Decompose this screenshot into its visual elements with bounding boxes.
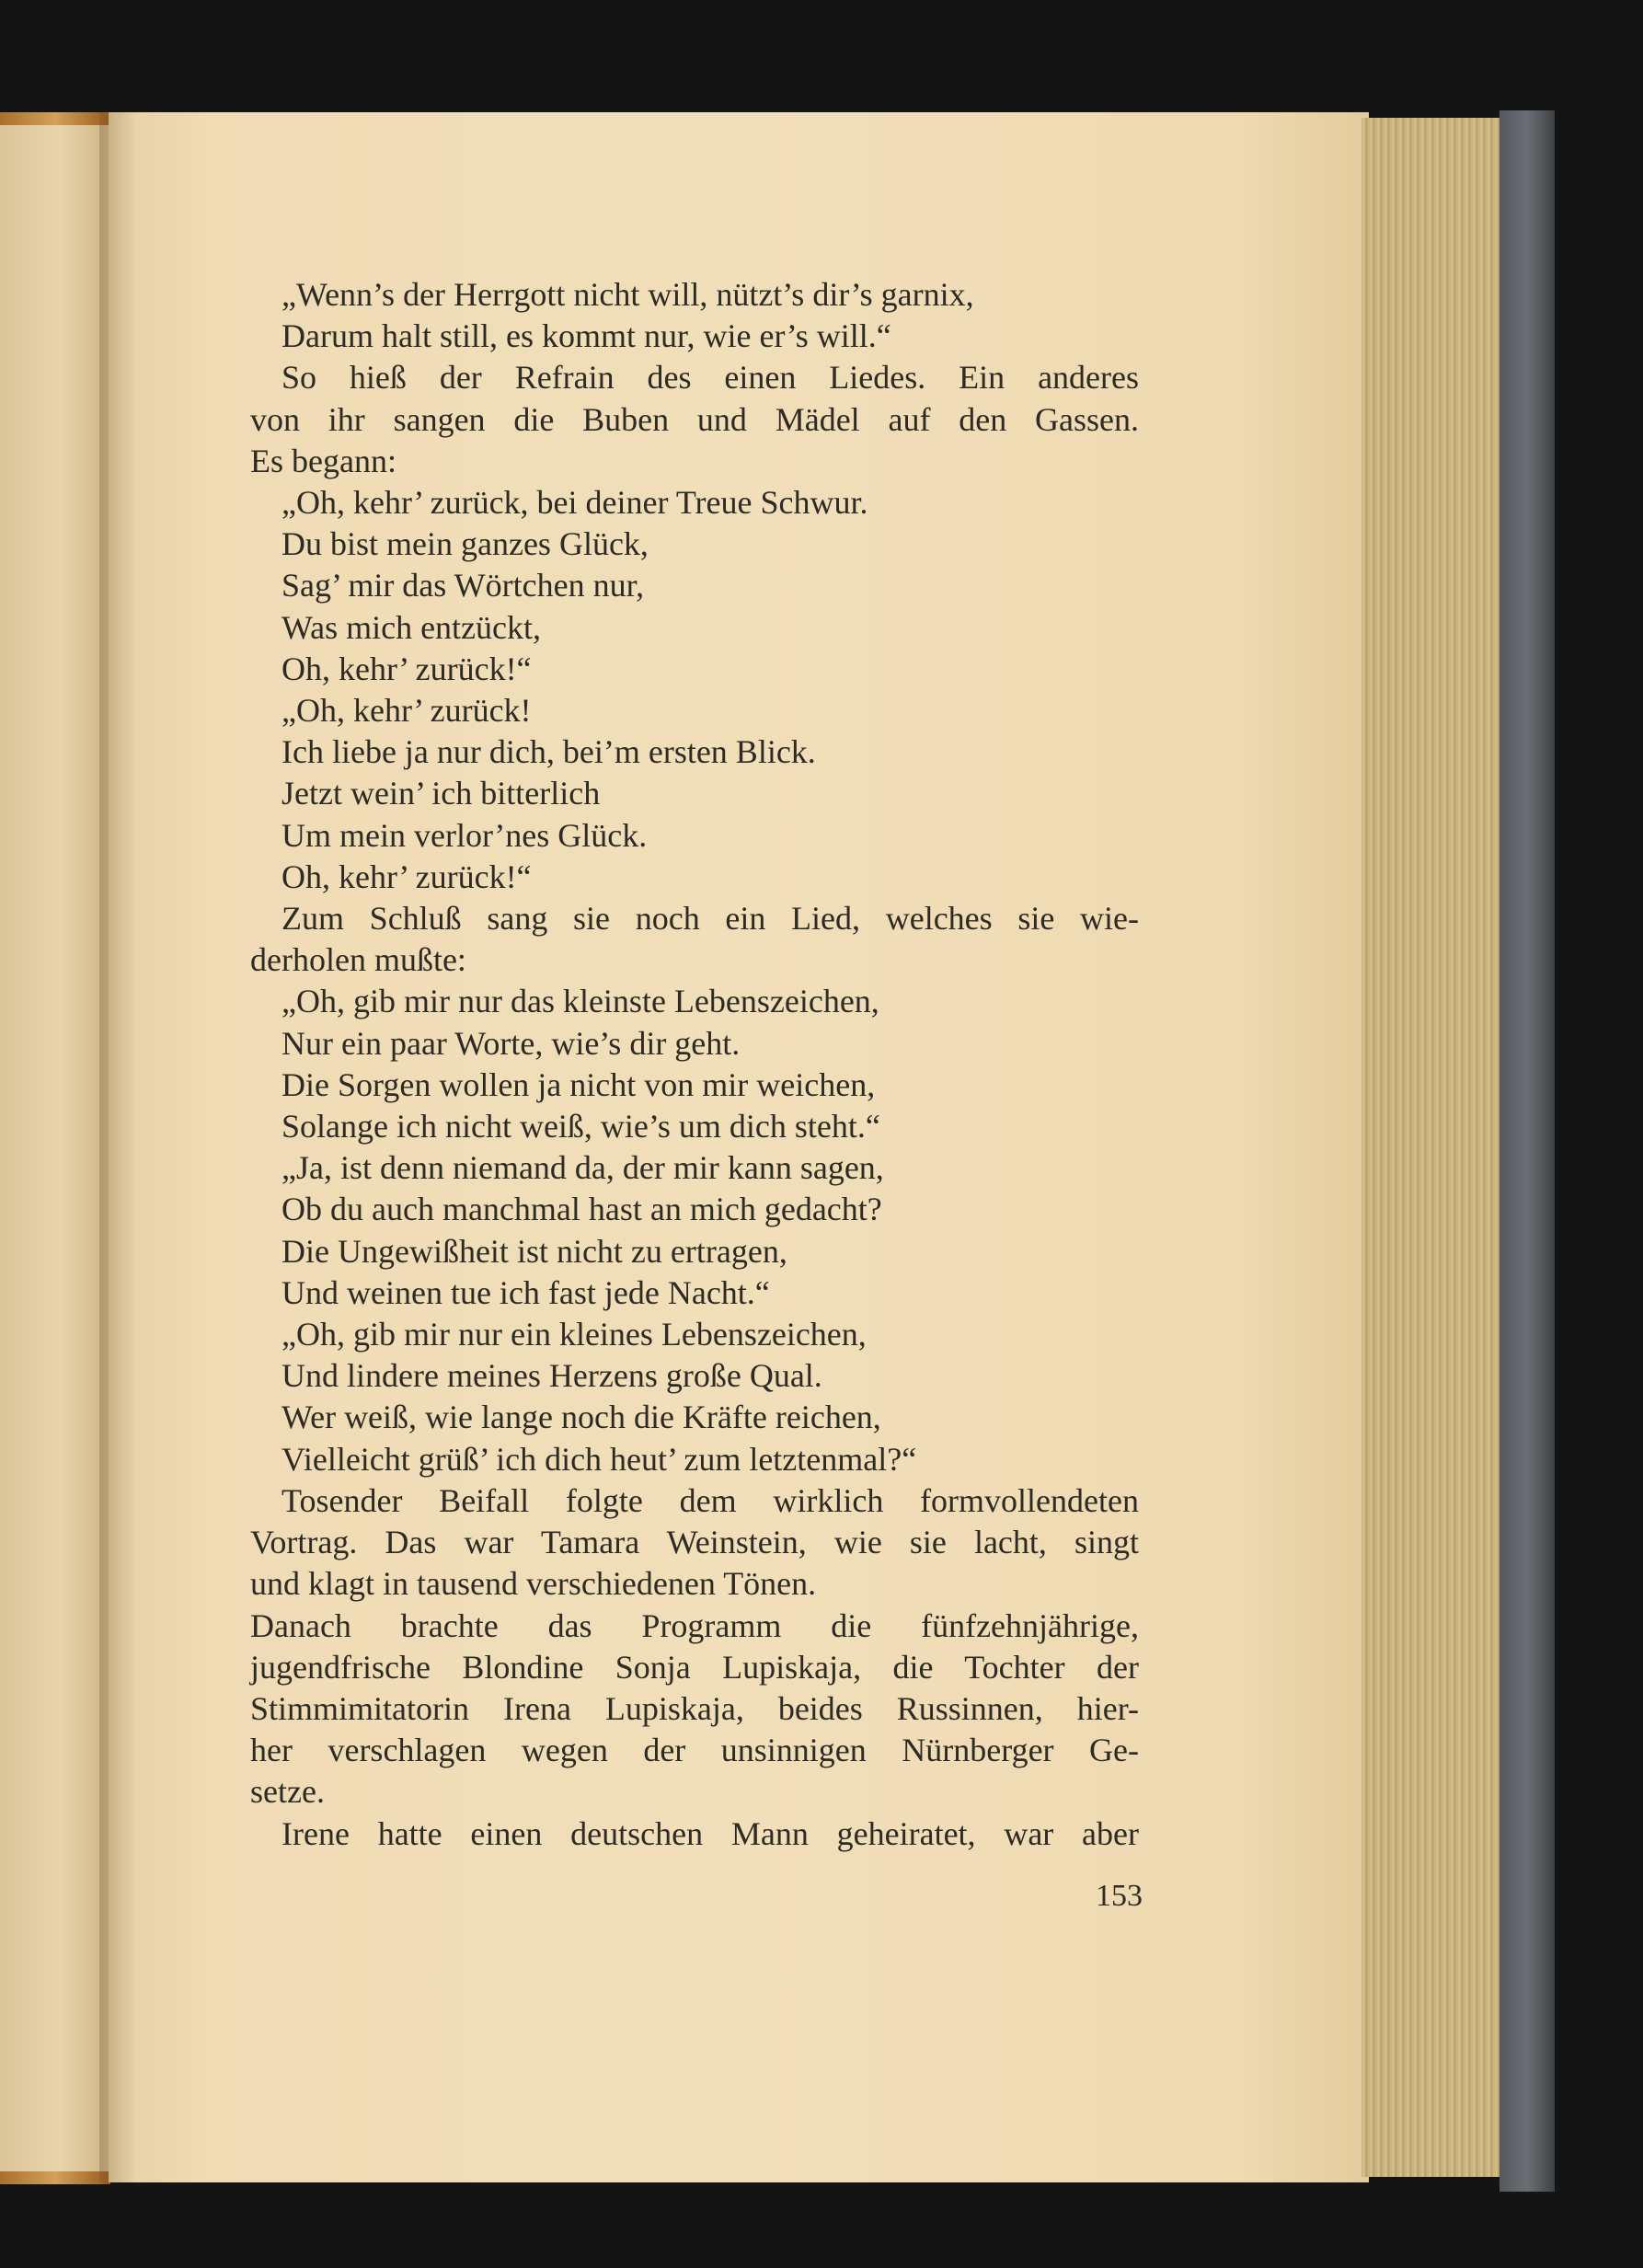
book-cover-edge [1499, 110, 1555, 2192]
page-text [250, 274, 1139, 1855]
text-line: her verschlagen wegen der unsinnigen Nürnberger Ge- [250, 1732, 1139, 1769]
book-gutter-shadow [99, 112, 136, 2182]
left-page [0, 112, 110, 2182]
text-line: „Wenn’s der Herrgott nicht will, nützt’s dir’s garnix, [281, 276, 974, 313]
text-line: Oh, kehr’ zurück!“ [281, 650, 532, 687]
text-line: Und lindere meines Herzens große Qual. [281, 1357, 822, 1395]
text-line: Tosender Beifall folgte dem wirklich formvollendeten [281, 1481, 1139, 1519]
text-line: von ihr sangen die Buben und Mädel auf den Gassen. [250, 400, 1139, 438]
text-line: Ob du auch manchmal hast an mich gedacht? [281, 1191, 882, 1228]
text-line: „Oh, kehr’ zurück, bei deiner Treue Schwur. [281, 484, 868, 522]
text-line: Nur ein paar Worte, wie’s dir geht. [281, 1024, 741, 1062]
text-line: „Oh, gib mir nur das kleinste Lebenszeichen, [281, 983, 879, 1020]
text-line: Irene hatte einen deutschen Mann geheiratet, war aber [281, 1814, 1139, 1852]
text-line: Und weinen tue ich fast jede Nacht.“ [281, 1273, 770, 1311]
text-line: Du bist mein ganzes Glück, [281, 525, 649, 563]
text-line: Wer weiß, wie lange noch die Kräfte reichen, [281, 1399, 881, 1436]
text-line: Darum halt still, es kommt nur, wie er’s will.“ [281, 317, 891, 355]
text-line: Solange ich nicht weiß, wie’s um dich steht.“ [281, 1108, 880, 1146]
text-line: „Oh, gib mir nur ein kleines Lebenszeichen, [281, 1316, 867, 1353]
text-line: Jetzt wein’ ich bitterlich [281, 775, 601, 812]
text-line: Vortrag. Das war Tamara Weinstein, wie sie lacht, singt [250, 1524, 1139, 1561]
page-stack-edge [1362, 118, 1518, 2177]
text-line: Die Sorgen wollen ja nicht von mir weichen, [281, 1065, 876, 1103]
page-number: 153 [1096, 1879, 1143, 1913]
text-line: derholen mußte: [250, 941, 466, 979]
text-line: Stimmimitatorin Irena Lupiskaja, beides Russinnen, hier- [250, 1689, 1139, 1727]
text-line: setze. [250, 1773, 325, 1811]
text-line: „Oh, kehr’ zurück! [281, 692, 532, 730]
text-line: Um mein verlor’nes Glück. [281, 816, 648, 854]
text-line: Sag’ mir das Wörtchen nur, [281, 567, 645, 604]
text-line: jugendfrische Blondine Sonja Lupiskaja, die Tochter der [250, 1648, 1139, 1686]
left-page-bottom-edge [0, 2171, 110, 2184]
left-page-top-edge [0, 112, 110, 125]
text-line: „Ja, ist denn niemand da, der mir kann sagen, [281, 1149, 884, 1187]
text-line: Vielleicht grüß’ ich dich heut’ zum letztenmal?“ [281, 1440, 917, 1478]
text-line: Was mich entzückt, [281, 608, 542, 646]
text-line: Es begann: [250, 442, 396, 479]
text-line: Danach brachte das Programm die fünfzehnjährige, [250, 1606, 1139, 1644]
text-line: Die Ungewißheit ist nicht zu ertragen, [281, 1232, 787, 1270]
text-line: Zum Schluß sang sie noch ein Lied, welches sie wie- [281, 900, 1139, 938]
text-line: und klagt in tausend verschiedenen Tönen. [250, 1565, 817, 1603]
text-line: Ich liebe ja nur dich, bei’m ersten Blick. [281, 733, 816, 771]
text-line: So hieß der Refrain des einen Liedes. Ein anderes [281, 359, 1139, 397]
text-line: Oh, kehr’ zurück!“ [281, 858, 532, 895]
